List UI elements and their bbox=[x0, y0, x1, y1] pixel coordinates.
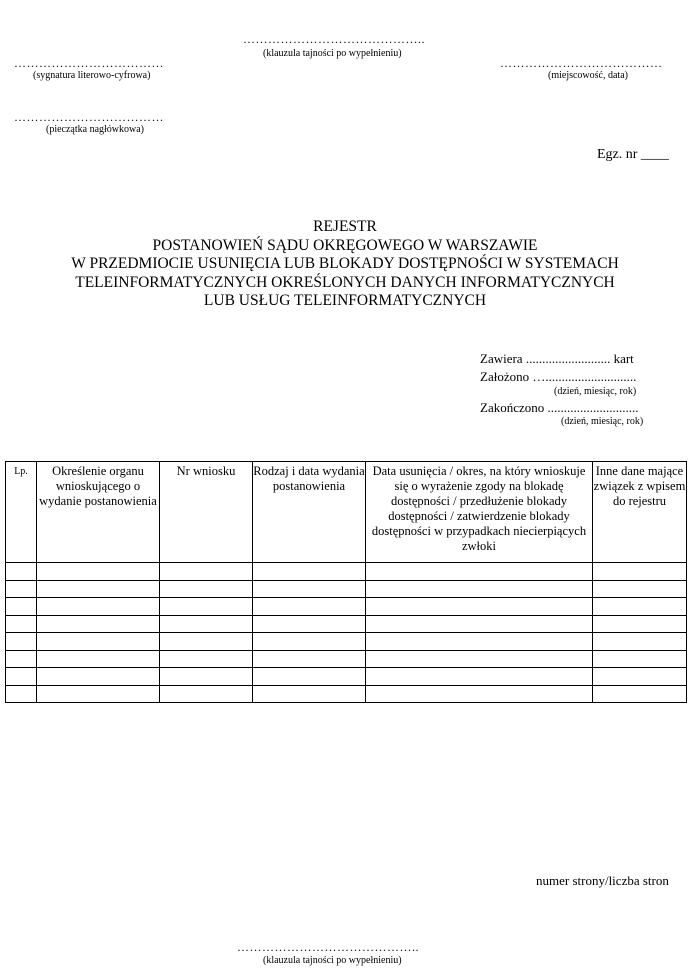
founded-date: Założono …............................ bbox=[480, 369, 637, 384]
header-other-data: Inne dane mające związek z wpisem do rejestru bbox=[593, 462, 687, 563]
table-row bbox=[6, 685, 687, 703]
title-line: LUB USŁUG TELEINFORMATYCZNYCH bbox=[203, 292, 487, 309]
page-number: numer strony/liczba stron bbox=[536, 873, 669, 888]
header-decision-type-date: Rodzaj i data wydania postanowienia bbox=[253, 462, 366, 563]
table-row bbox=[6, 615, 687, 633]
header-removal-date-period: Data usunięcia / okres, na który wnioskuje się o wyrażenie zgody na blokadę dostępności / przedłużenie blokady dostępności / zatwierdzenie blokady dostępności w przypadkach niecierpiących zwłoki bbox=[366, 462, 593, 563]
place-date-caption: (miejscowość, data) bbox=[548, 70, 628, 81]
table-row bbox=[6, 563, 687, 581]
table-row bbox=[6, 668, 687, 686]
copy-number: Egz. nr ____ bbox=[597, 147, 669, 162]
table-row bbox=[6, 580, 687, 598]
signature-dots: ……………………………… bbox=[14, 56, 164, 70]
founded-caption: (dzień, miesiąc, rok) bbox=[554, 386, 637, 397]
header-request-number: Nr wniosku bbox=[160, 462, 253, 563]
table-row bbox=[6, 650, 687, 668]
register-table-body bbox=[6, 563, 687, 703]
bottom-clause-dots: …………………………………….. bbox=[237, 940, 419, 954]
register-table bbox=[5, 461, 687, 703]
top-clause-dots: …………………………………….. bbox=[243, 32, 425, 46]
title-line: TELEINFORMATYCZNYCH OKREŚLONYCH DANYCH INFORMATYCZNYCH bbox=[75, 273, 615, 291]
table-row bbox=[6, 633, 687, 651]
table-row bbox=[6, 598, 687, 616]
bottom-clause-caption: (klauzula tajności po wypełnieniu) bbox=[263, 955, 402, 966]
title-line: POSTANOWIEŃ SĄDU OKRĘGOWEGO W WARSZAWIE bbox=[152, 236, 538, 254]
finished-caption: (dzień, miesiąc, rok) bbox=[561, 416, 644, 427]
stamp-dots: ……………………………… bbox=[14, 110, 164, 124]
top-clause-caption: (klauzula tajności po wypełnieniu) bbox=[263, 48, 402, 59]
finished-date: Zakończono ............................ bbox=[480, 400, 639, 415]
header-organ: Określenie organu wnioskującego o wydanie postanowienia bbox=[37, 462, 160, 563]
title-line: W PRZEDMIOCIE USUNIĘCIA LUB BLOKADY DOSTĘPNOŚCI W SYSTEMACH bbox=[71, 255, 619, 272]
document-title bbox=[0, 218, 690, 311]
header-lp: Lp. bbox=[6, 462, 37, 563]
contains-pages: Zawiera .......................... kart bbox=[480, 351, 634, 366]
title-line: REJESTR bbox=[313, 218, 377, 235]
place-date-dots: ………………………………… bbox=[500, 56, 663, 70]
signature-caption: (sygnatura literowo-cyfrowa) bbox=[33, 70, 151, 81]
stamp-caption: (pieczątka nagłówkowa) bbox=[46, 124, 145, 135]
